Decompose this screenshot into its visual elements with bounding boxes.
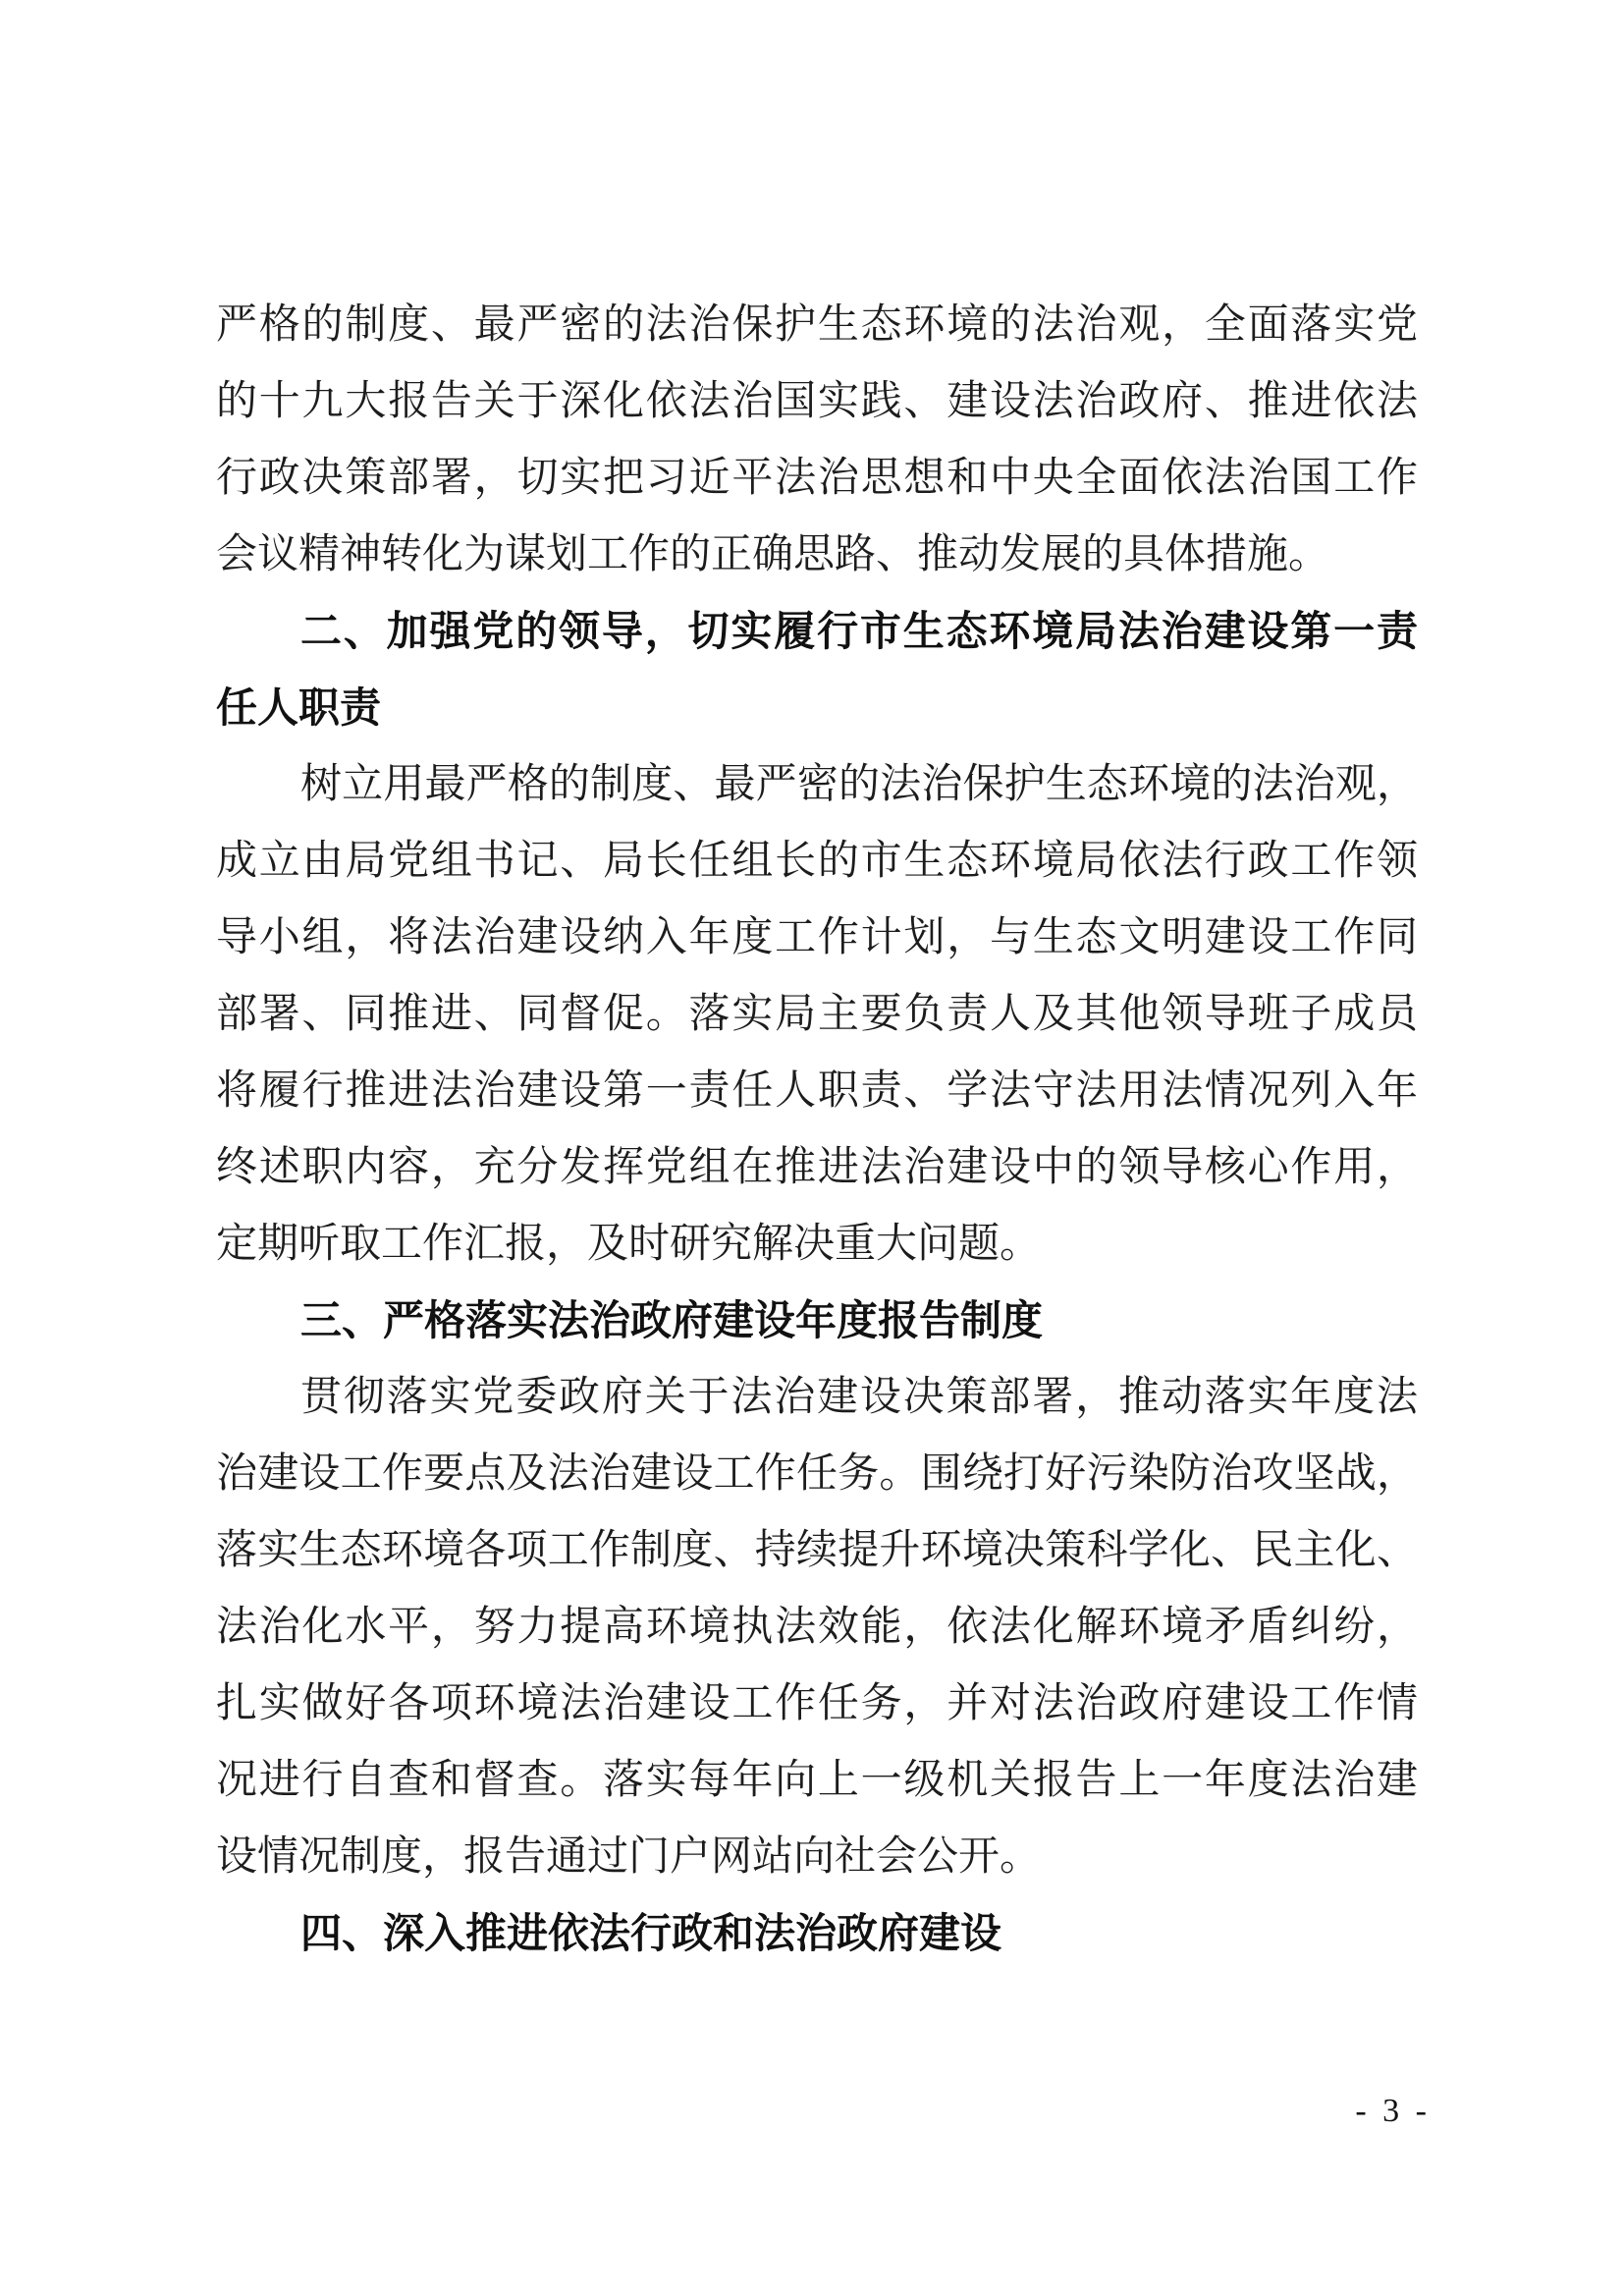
body-text-line: 行政决策部署，切实把习近平法治思想和中央全面依法治国工作 (216, 456, 1418, 501)
body-text-line: 贯彻落实党委政府关于法治建设决策部署，推动落实年度法 (300, 1375, 1418, 1420)
body-text-line: 的十九大报告关于深化依法治国实践、建设法治政府、推进依法 (216, 379, 1418, 424)
body-text-line: 部署、同推进、同督促。落实局主要负责人及其他领导班子成员 (216, 992, 1418, 1037)
body-text-line: 治建设工作要点及法治建设工作任务。围绕打好污染防治攻坚战， (216, 1451, 1418, 1497)
section-heading-2: 二、加强党的领导，切实履行市生态环境局法治建设第一责 (300, 608, 1418, 654)
body-text-line: 树立用最严格的制度、最严密的法治保护生态环境的法治观， (300, 762, 1418, 807)
body-text-line: 落实生态环境各项工作制度、持续提升环境决策科学化、民主化、 (216, 1528, 1418, 1573)
body-text-line: 将履行推进法治建设第一责任人职责、学法守法用法情况列入年 (216, 1068, 1418, 1114)
body-text-line: 成立由局党组书记、局长任组长的市生态环境局依法行政工作领 (216, 839, 1418, 884)
body-text-line: 严格的制度、最严密的法治保护生态环境的法治观，全面落实党 (216, 302, 1418, 348)
document-body (216, 287, 1418, 1972)
body-text-line: 扎实做好各项环境法治建设工作任务，并对法治政府建设工作情 (216, 1681, 1418, 1726)
section-heading-4: 四、深入推进依法行政和法治政府建设 (300, 1910, 1002, 1956)
body-text-line: 会议精神转化为谋划工作的正确思路、推动发展的具体措施。 (216, 532, 1330, 577)
section-heading-2-continued: 任人职责 (216, 684, 382, 731)
section-heading-3: 三、严格落实法治政府建设年度报告制度 (300, 1297, 1044, 1343)
body-text-line: 定期听取工作汇报，及时研究解决重大问题。 (216, 1222, 1042, 1267)
body-text-line: 设情况制度，报告通过门户网站向社会公开。 (216, 1834, 1042, 1880)
body-text-line: 况进行自查和督查。落实每年向上一级机关报告上一年度法治建 (216, 1758, 1418, 1803)
body-text-line: 法治化水平，努力提高环境执法效能，依法化解环境矛盾纠纷， (216, 1605, 1418, 1650)
page-number: - 3 - (1355, 2093, 1431, 2129)
body-text-line: 导小组，将法治建设纳入年度工作计划，与生态文明建设工作同 (216, 915, 1418, 960)
body-text-line: 终述职内容，充分发挥党组在推进法治建设中的领导核心作用， (216, 1145, 1418, 1190)
